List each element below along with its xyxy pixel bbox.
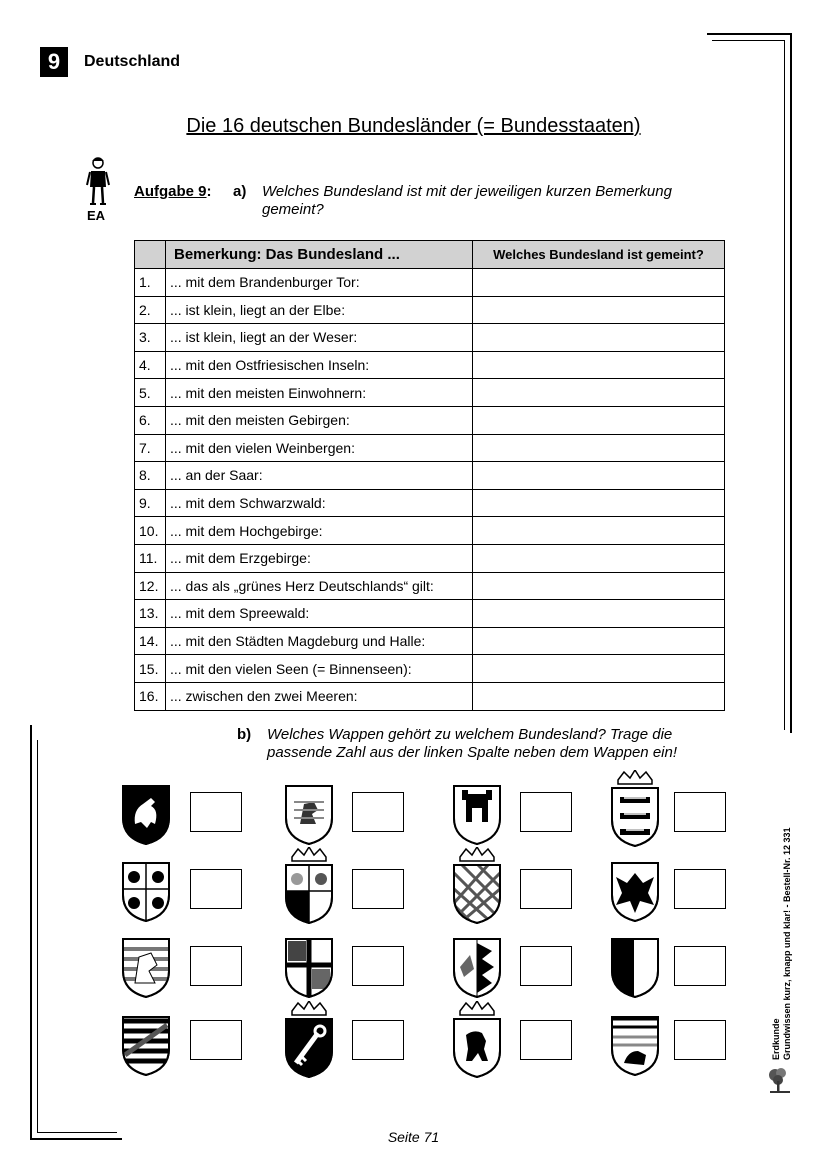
table-row [135,655,725,683]
crest-answer-box[interactable] [190,869,242,909]
lozenge-crest-icon [452,847,502,925]
row-remark: ... mit den meisten Einwohnern: [166,379,473,407]
crest-answer-box[interactable] [520,869,572,909]
striped-lion-crest-icon [121,937,171,999]
table-row [135,296,725,324]
row-answer-field[interactable] [473,489,725,517]
crest-answer-box[interactable] [674,946,726,986]
row-remark: ... ist klein, liegt an der Weser: [166,324,473,352]
row-remark: ... mit den meisten Gebirgen: [166,406,473,434]
row-remark: ... das als „grünes Herz Deutschlands“ gilt: [166,572,473,600]
frame-line-left-outer [30,725,32,1140]
row-number: 12. [135,572,166,600]
row-number: 16. [135,682,166,710]
row-remark: ... mit den vielen Seen (= Binnenseen): [166,655,473,683]
row-answer-field[interactable] [473,434,725,462]
row-remark: ... mit dem Erzgebirge: [166,544,473,572]
row-answer-field[interactable] [473,572,725,600]
row-number: 11. [135,544,166,572]
header-remark: Bemerkung: Das Bundesland ... [166,241,473,269]
row-number: 15. [135,655,166,683]
row-remark: ... mit dem Schwarzwald: [166,489,473,517]
chapter-title: Deutschland [84,53,181,70]
row-number: 8. [135,462,166,490]
page-number: Seite 71 [387,1129,440,1145]
row-number: 13. [135,600,166,628]
row-answer-field[interactable] [473,379,725,407]
horse-crest-icon [121,784,171,846]
chapter-number: 9 [40,47,68,77]
horse-wave-crest-icon [610,937,660,999]
frame-line-top-right [707,33,792,35]
task-b-text: Welches Wappen gehört zu welchem Bundesland? Trage die passende Zahl aus der linken Spalte neben dem Wappen ein! [267,726,678,761]
row-answer-field[interactable] [473,544,725,572]
row-answer-field[interactable] [473,462,725,490]
row-remark: ... mit dem Brandenburger Tor: [166,269,473,297]
row-number: 6. [135,406,166,434]
row-number: 7. [135,434,166,462]
table-header-row [135,241,725,269]
row-number: 14. [135,627,166,655]
crest-answer-box[interactable] [190,1020,242,1060]
table-body [135,269,725,711]
crest-answer-box[interactable] [674,1020,726,1060]
crest-answer-box[interactable] [520,946,572,986]
row-answer-field[interactable] [473,682,725,710]
row-answer-field[interactable] [473,296,725,324]
row-number: 5. [135,379,166,407]
rue-crown-crest-icon [121,1015,171,1077]
table-row [135,572,725,600]
table-row [135,489,725,517]
cross-crest-icon [284,937,334,999]
lion-crest-icon [284,784,334,846]
page-title: Die 16 deutschen Bundesländer (= Bundesstaaten) [186,115,641,137]
table-row [135,627,725,655]
task-label-text: Aufgabe 9 [134,183,207,200]
frame-line-left-inner [37,740,38,1133]
row-remark: ... mit dem Hochgebirge: [166,517,473,545]
row-number: 1. [135,269,166,297]
task-label-suffix: : [206,183,212,200]
row-number: 4. [135,351,166,379]
table-row [135,544,725,572]
table-row [135,682,725,710]
frame-line-top-right-inner [712,40,785,41]
tree-logo-icon [766,1067,794,1095]
table-row [135,600,725,628]
crest-answer-box[interactable] [352,1020,404,1060]
nettle-leaf-crest-icon [452,937,502,999]
table-row [135,324,725,352]
row-remark: ... mit dem Spreewald: [166,600,473,628]
row-remark: ... mit den Ostfriesischen Inseln: [166,351,473,379]
row-answer-field[interactable] [473,351,725,379]
bear-crest-icon [452,1001,502,1079]
table-row [135,269,725,297]
bundeslaender-table [134,240,725,711]
row-remark: ... ist klein, liegt an der Elbe: [166,296,473,324]
row-answer-field[interactable] [473,406,725,434]
side-title-order: Grundwissen kurz, knapp und klar! - Bestell-Nr. 12 331 [782,827,792,1060]
eagle-bear-crest-icon [610,1015,660,1077]
castle-crest-icon [452,784,502,846]
row-remark: ... an der Saar: [166,462,473,490]
crest-answer-box[interactable] [520,792,572,832]
table-row [135,462,725,490]
crest-answer-box[interactable] [674,792,726,832]
row-answer-field[interactable] [473,269,725,297]
table-row [135,406,725,434]
key-crest-icon [284,1001,334,1079]
header-number [135,241,166,269]
crest-answer-box[interactable] [352,792,404,832]
task-b-letter: b) [237,726,252,743]
quartered-crest-icon [121,861,171,923]
task-a-text: Welches Bundesland ist mit der jeweiligen kurzen Bemerkung gemeint? [262,183,672,218]
row-answer-field[interactable] [473,517,725,545]
eagle-crest-icon [610,861,660,923]
frame-line-right-outer [790,33,792,733]
crest-answer-box[interactable] [352,946,404,986]
row-number: 3. [135,324,166,352]
task-label [134,183,212,200]
row-answer-field[interactable] [473,324,725,352]
crest-answer-box[interactable] [520,1020,572,1060]
crowned-quartered-crest-icon [284,847,334,925]
row-remark: ... mit den Städten Magdeburg und Halle: [166,627,473,655]
table-row [135,351,725,379]
row-remark: ... mit den vielen Weinbergen: [166,434,473,462]
row-remark: ... zwischen den zwei Meeren: [166,682,473,710]
row-answer-field[interactable] [473,655,725,683]
table-row [135,517,725,545]
crest-answer-box[interactable] [674,869,726,909]
table-row [135,434,725,462]
student-figure-icon [86,157,110,207]
side-publication-info [771,827,793,1060]
crest-answer-box[interactable] [190,946,242,986]
ea-label: EA [87,208,106,223]
frame-line-right-inner [784,40,785,730]
row-number: 10. [135,517,166,545]
header-answer: Welches Bundesland ist gemeint? [473,241,725,269]
crest-answer-box[interactable] [352,869,404,909]
task-a-letter: a) [233,183,247,200]
row-number: 9. [135,489,166,517]
table-row [135,379,725,407]
three-lions-crest-icon [610,770,660,848]
row-number: 2. [135,296,166,324]
row-answer-field[interactable] [473,627,725,655]
crest-answer-box[interactable] [190,792,242,832]
row-answer-field[interactable] [473,600,725,628]
side-subject: Erdkunde [771,1018,781,1060]
